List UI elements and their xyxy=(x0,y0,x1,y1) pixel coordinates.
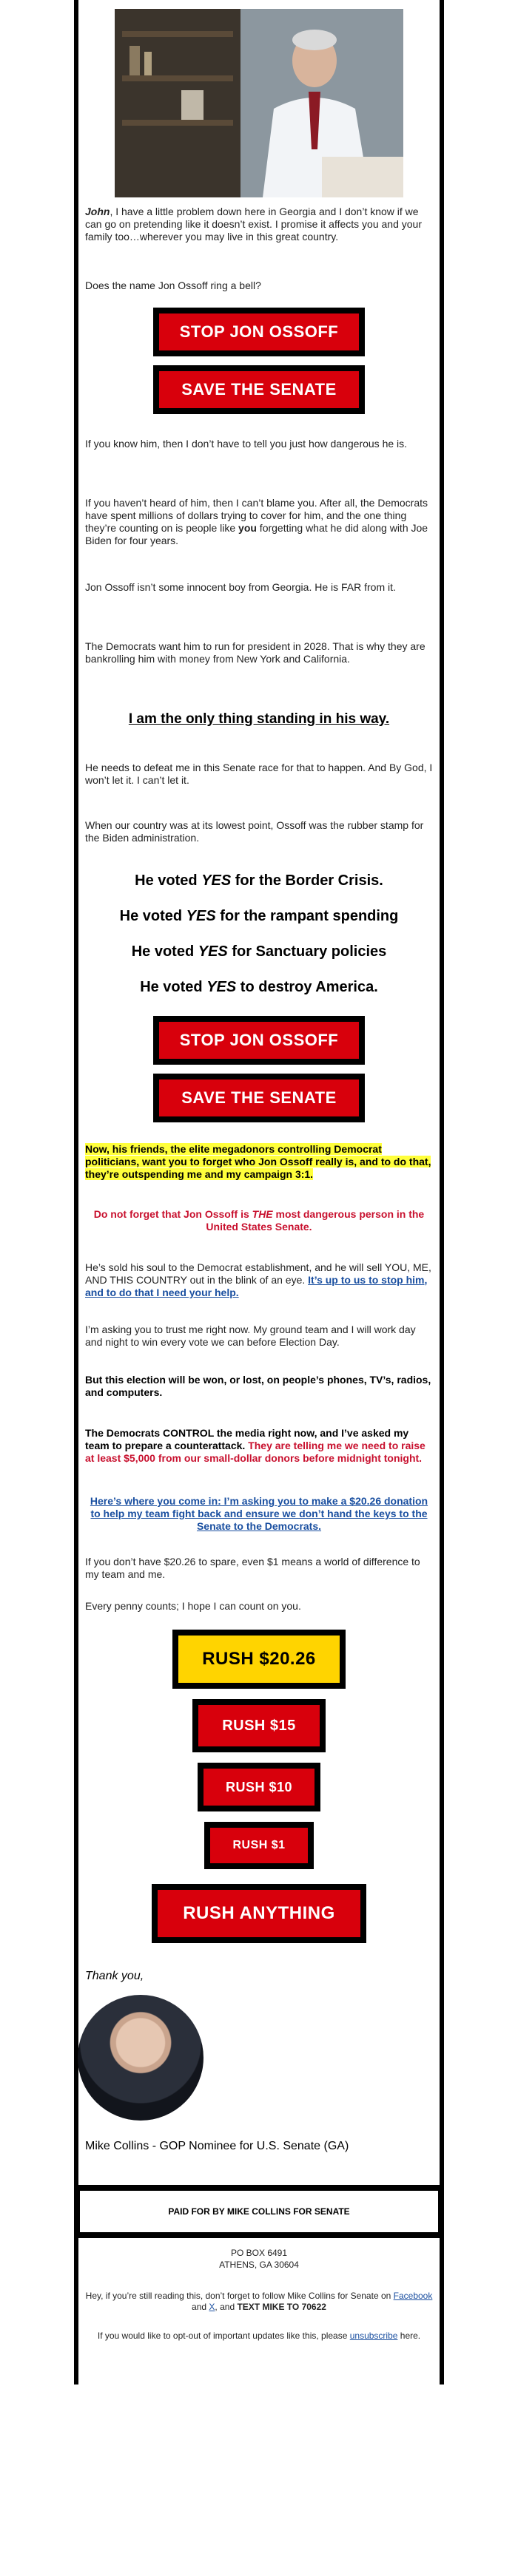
dangerous-paragraph xyxy=(85,1208,433,1233)
vote-pre: He voted xyxy=(140,979,207,995)
defeat-paragraph: He needs to defeat me in this Senate race for that to happen. And By God, I won’t let it. I can’t let it. xyxy=(85,762,433,786)
president-2028-paragraph: The Democrats want him to run for president in 2028. That is why they are bankrolling him with money from New York and California. xyxy=(85,640,426,665)
control-text-b: They are telling me we need to raise at least $5,000 from our small-dollar donors before midnight tonight. xyxy=(85,1440,426,1464)
city-address: ATHENS, GA 30604 xyxy=(219,2260,299,2270)
know-paragraph: If you know him, then I don’t have to tell you just how dangerous he is. xyxy=(85,438,408,450)
dangerous-em: THE xyxy=(252,1208,273,1220)
phones-paragraph: But this election will be won, or lost, on people’s phones, TV’s, radios, and computers. xyxy=(85,1374,431,1398)
vote-yes: YES xyxy=(186,908,216,924)
innocent-paragraph: Jon Ossoff isn’t some innocent boy from Georgia. He is FAR from it. xyxy=(85,581,396,593)
signature: Mike Collins - GOP Nominee for U.S. Senate (GA) xyxy=(85,2140,349,2152)
avatar xyxy=(78,1995,204,2121)
paid-for-box xyxy=(74,2185,444,2238)
donation-ask-link[interactable]: Here’s where you come in: I’m asking you to make a $20.26 donation to help my team fight back and ensure we don’t hand the keys to the Senate to the Democrats. xyxy=(90,1495,428,1532)
vote-line-2 xyxy=(85,908,433,925)
text-mike-cta: TEXT MIKE TO 70622 xyxy=(237,2302,326,2312)
vote-line-4 xyxy=(85,979,433,996)
sold-text: He’s sold his soul to the Democrat establishment, and he will sell YOU, ME, AND THIS COUNTRY out in the blink of an eye. xyxy=(85,1261,431,1286)
optout-text: If you would like to opt-out of important updates like this, please xyxy=(97,2331,350,2341)
follow-text: Hey, if you’re still reading this, don’t forget to follow Mike Collins for Senate on xyxy=(85,2291,394,2301)
need-help-link[interactable]: It’s up to us to stop him, and to do that I need your help. xyxy=(85,1274,428,1298)
headline-standing: I am the only thing standing in his way. xyxy=(128,711,390,727)
rush-10-button[interactable]: RUSH $10 xyxy=(198,1763,320,1811)
hero-photo-illustration xyxy=(115,9,403,197)
havent-text-you: you xyxy=(238,522,257,534)
follow-text-b: , and xyxy=(215,2302,238,2312)
vote-post: to destroy America. xyxy=(236,979,378,995)
spare-paragraph: If you don’t have $20.26 to spare, even $1 means a world of difference to my team and me. xyxy=(85,1556,420,1580)
sold-soul-paragraph xyxy=(85,1261,433,1299)
intro-paragraph xyxy=(85,206,433,243)
intro-text: , I have a little problem down here in Georgia and I don’t know if we can go on pretending like it doesn’t exist. I promise it affects you and your family too…wherever you may live in this great country. xyxy=(85,206,422,243)
optout-text-b: here. xyxy=(397,2331,421,2341)
rush-15-button[interactable]: RUSH $15 xyxy=(192,1699,326,1752)
save-senate-button-1[interactable]: SAVE THE SENATE xyxy=(153,365,365,414)
facebook-link[interactable]: Facebook xyxy=(393,2291,433,2301)
vote-pre: He voted xyxy=(119,908,186,924)
dangerous-text-a: Do not forget that Jon Ossoff is xyxy=(93,1208,252,1220)
highlight-paragraph xyxy=(85,1143,433,1181)
follow-paragraph xyxy=(74,2291,444,2313)
havent-heard-paragraph xyxy=(85,497,433,547)
rush-2026-button[interactable]: RUSH $20.26 xyxy=(172,1630,346,1689)
vote-yes: YES xyxy=(206,979,237,995)
vote-post: for the Border Crisis. xyxy=(231,872,383,889)
rush-1-button[interactable]: RUSH $1 xyxy=(204,1822,314,1869)
paid-for-text: PAID FOR BY MIKE COLLINS FOR SENATE xyxy=(80,2191,438,2232)
vote-pre: He voted xyxy=(131,943,198,960)
penny-paragraph: Every penny counts; I hope I can count on you. xyxy=(85,1600,301,1612)
highlight-text: Now, his friends, the elite megadonors controlling Democrat politicians, want you to forget who Jon Ossoff really is, and to do that, they’re outspending me and my campaign 3:1. xyxy=(85,1143,431,1180)
rush-anything-button[interactable]: RUSH ANYTHING xyxy=(152,1884,366,1943)
optout-paragraph xyxy=(74,2331,444,2342)
thank-you: Thank you, xyxy=(85,1970,144,1982)
vote-yes: YES xyxy=(198,943,228,960)
rubber-stamp-paragraph: When our country was at its lowest point, Ossoff was the rubber stamp for the Biden administration. xyxy=(85,819,424,844)
po-box: PO BOX 6491 xyxy=(230,2248,288,2258)
dangerous-text-b: most dangerous person in the United States Senate. xyxy=(206,1208,425,1233)
bell-question: Does the name Jon Ossoff ring a bell? xyxy=(85,279,261,291)
havent-text-a: If you haven’t heard of him, then I can’t blame you. After all, the Democrats have spent millions of dollars trying to cover for him, and the one thing they’re counting on is people like xyxy=(85,497,428,534)
stop-ossoff-button-1[interactable]: STOP JON OSSOFF xyxy=(153,308,365,356)
vote-post: for Sanctuary policies xyxy=(227,943,387,960)
hero-photo xyxy=(115,9,403,197)
intro-name: John xyxy=(85,206,110,217)
here-paragraph xyxy=(85,1495,433,1533)
vote-line-3 xyxy=(85,943,433,960)
vote-yes: YES xyxy=(201,872,232,889)
unsubscribe-link[interactable]: unsubscribe xyxy=(349,2331,398,2341)
control-text-a: The Democrats CONTROL the media right now, and I’ve asked my team to prepare a counterattack. xyxy=(85,1427,409,1451)
havent-text-b: forgetting what he did along with Joe Biden for four years. xyxy=(85,522,428,546)
vote-line-1 xyxy=(85,872,433,889)
trust-paragraph: I’m asking you to trust me right now. My ground team and I will work day and night to win every vote we can before Election Day. xyxy=(85,1323,416,1348)
vote-pre: He voted xyxy=(135,872,202,889)
x-link[interactable]: X xyxy=(209,2302,215,2312)
save-senate-button-2[interactable]: SAVE THE SENATE xyxy=(153,1074,365,1122)
stop-ossoff-button-2[interactable]: STOP JON OSSOFF xyxy=(153,1016,365,1065)
vote-post: for the rampant spending xyxy=(215,908,399,924)
control-paragraph xyxy=(85,1427,433,1465)
follow-and: and xyxy=(192,2302,209,2312)
